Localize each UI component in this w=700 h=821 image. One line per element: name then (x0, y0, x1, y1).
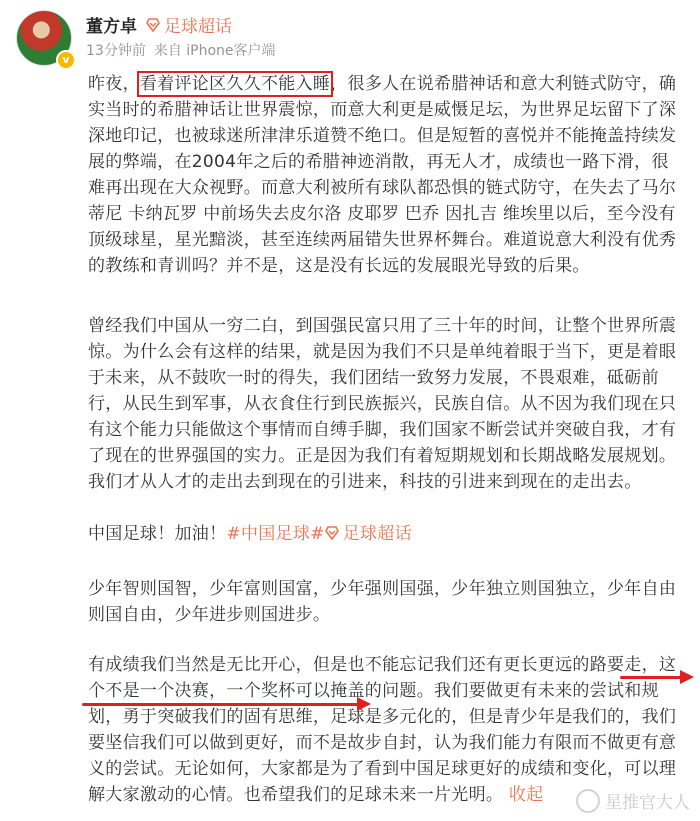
post-paragraph-5 (88, 652, 682, 808)
username[interactable]: 董方卓 (86, 17, 137, 37)
post-source: 来自 iPhone客户端 (153, 43, 276, 59)
inline-topic-label: 足球超话 (342, 524, 412, 544)
p1-rest: ，很多人在说希腊神话和意大利链式防守，确实当时的希腊神话让世界震惊，而意大利更是威慑足坛，为世界足坛留下了深深地印记，也被球迷所津津乐道赞不绝口。但是短暂的喜悦并不能掩盖持续发展的弊端，在2004年之后的希腊神迹消散，再无人才，成绩也一路下滑，很难再出现在大众视野。而意大利被所有球队都恐惧的链式防守，在失去了马尔蒂尼 卡纳瓦罗 中前场失去皮尔洛 皮耶罗 巴乔 因扎吉 维埃里以后，至今没有顶级球星，星光黯淡，甚至连续两届错失世界杯舞台。难道说意大利没有优秀的教练和青训吗？并不是，这是没有长远的发展眼光导致的后果。 (88, 74, 677, 276)
underline-annotation-1 (620, 676, 682, 679)
topic-label: 足球超话 (164, 17, 232, 37)
post-paragraph-2: 曾经我们中国从一穷二白，到国强民富只用了三十年的时间，让整个世界所震惊。为什么会有这样的结果，就是因为我们不只是单纯着眼于当下，更是着眼于未来，从不鼓吹一时的得失，我们团结一致努力发展，不畏艰难，砥砺前行，从民生到军事，从衣食住行到民族振兴，民族自信。从不因为我们现在只有这个能力只能做这个事情而自缚手脚，我们国家不断尝试并突破自我，才有了现在的世界强国的实力。正是因为我们有着短期规划和长期战略发展规划。我们才从人才的走出去到现在的引进来，科技的引进来到现在的走出去。 (88, 316, 677, 492)
collapse-button[interactable]: 收起 (508, 785, 544, 805)
watermark (576, 788, 690, 813)
arrow-annotation-icon (680, 670, 694, 684)
post-paragraph-3 (88, 521, 682, 547)
watermark-text: 星推官大人 (605, 793, 690, 813)
diamond-icon (146, 18, 160, 32)
post-paragraph-1 (88, 71, 682, 279)
diamond-icon (325, 526, 339, 540)
post-meta (86, 40, 284, 60)
topic-link[interactable] (146, 12, 232, 37)
arrow-annotation-icon (357, 697, 371, 711)
post-time: 13分钟前 (86, 43, 146, 59)
p3-text: 中国足球！加油！ (88, 524, 227, 544)
post-paragraph-4: 少年智则国智，少年富则国富，少年强则国强，少年独立则国独立，少年自由则国自由，少年进步则国进步。 (88, 579, 677, 625)
verified-badge-icon: v (56, 50, 76, 70)
underline-annotation-2 (82, 703, 360, 706)
highlighted-phrase: 看着评论区久久不能入睡 (139, 74, 331, 94)
p5-text: 有成绩我们当然是无比开心，但是也不能忘记我们还有更长更远的路要走，这个不是一个决赛，一个奖杯可以掩盖的问题。我们要做更有未来的尝试和规划，勇于突破我们的固有思维，足球是多元化的，但是青少年是我们的，我们要坚信我们可以做到更好，而不是故步自封，认为我们能力有限而不做更有意义的尝试。无论如何，大家都是为了看到中国足球更好的成绩和变化，可以理解大家激动的心情。也希望我们的足球未来一片光明。 (88, 655, 677, 805)
hashtag-link[interactable]: #中国足球# (226, 524, 325, 544)
p1-start: 昨夜， (88, 74, 140, 94)
watermark-logo-icon (576, 789, 600, 813)
inline-topic-link[interactable] (325, 524, 412, 544)
